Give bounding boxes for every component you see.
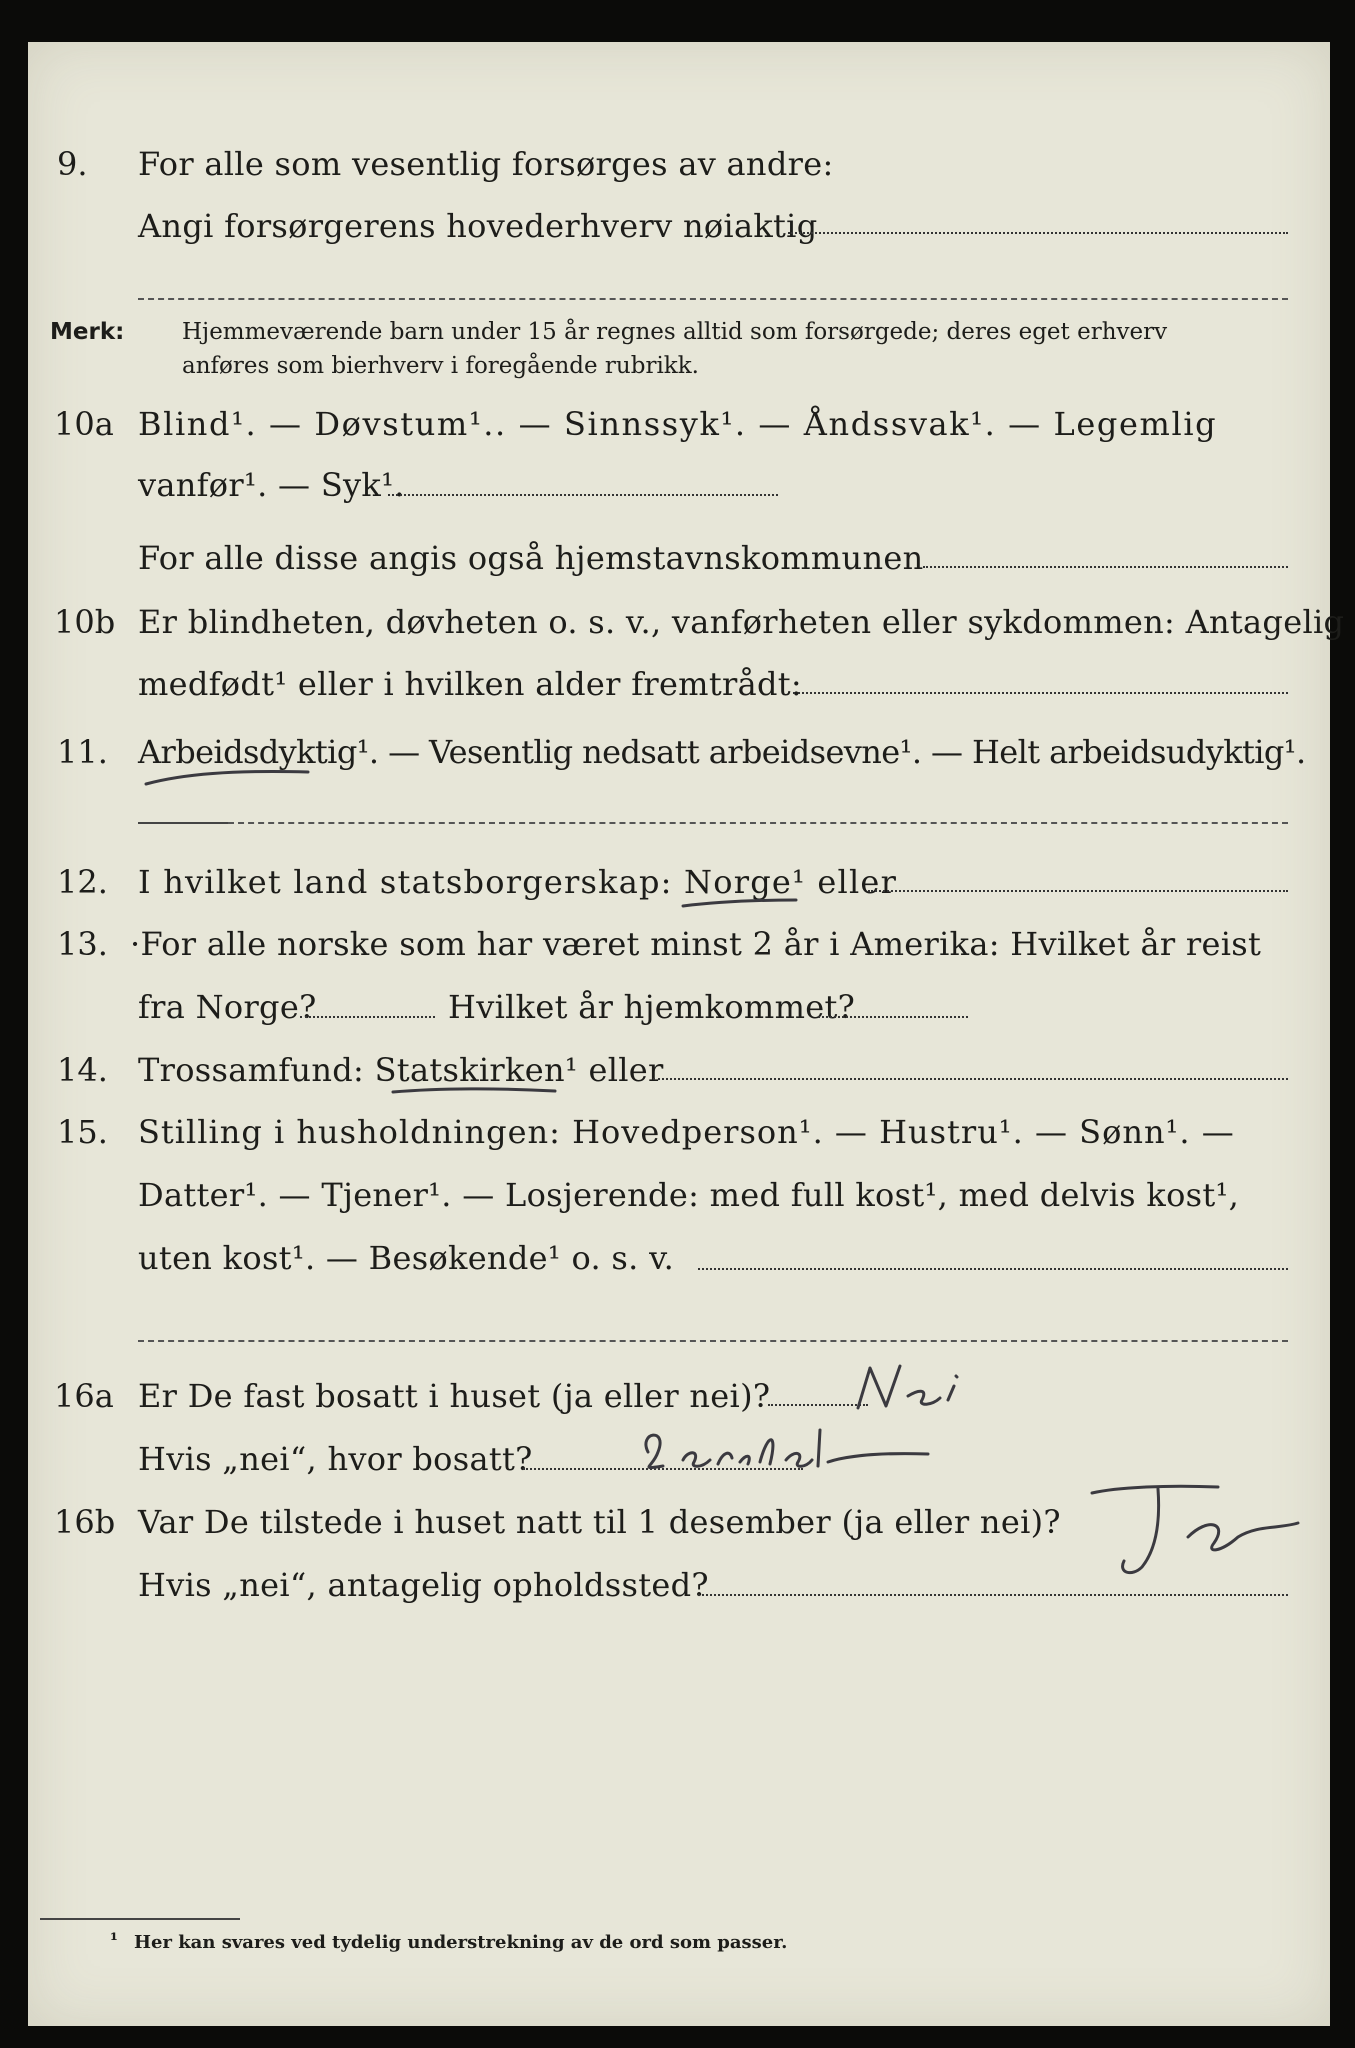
q14-answer-line (653, 1078, 1288, 1080)
merk-label: Merk: (50, 319, 125, 345)
footnote-text: Her kan svares ved tydelig understrekning av de ord som passer. (134, 1932, 788, 1953)
q13-line-2a: fra Norge? (138, 988, 317, 1026)
q9-answer-line (788, 232, 1288, 234)
q11-line-1: Arbeidsdyktig¹. — Vesentlig nedsatt arbeidsevne¹. — Helt arbeidsudyktig¹. (138, 733, 1306, 771)
q13-reist-answer-line (300, 1016, 435, 1018)
q12-handwritten-underline (680, 894, 800, 914)
q10a-syk-answer-line (388, 494, 778, 496)
q11-number: 11. (57, 733, 108, 771)
q16a-handwritten-answer (848, 1360, 1028, 1420)
q13-line-2b: Hvilket år hjemkommet? (448, 988, 856, 1026)
q9-number: 9. (57, 145, 88, 183)
footnote-separator (40, 1918, 240, 1920)
merk-line-1: Hjemmeværende barn under 15 år regnes alltid som forsørgede; deres eget erhverv (182, 319, 1168, 345)
q12-number: 12. (57, 863, 108, 901)
q14-number: 14. (57, 1051, 108, 1089)
q16b-number: 16b (54, 1503, 116, 1541)
q13-hjemkommet-answer-line (818, 1016, 968, 1018)
q13-line-1: ·For alle norske som har været minst 2 år i Amerika: Hvilket år reist (130, 925, 1262, 963)
q12-answer-line (868, 890, 1288, 892)
q11-handwritten-underline (143, 762, 313, 792)
q15-blank-line (138, 1340, 1288, 1342)
footnote-mark: ¹ (110, 1930, 118, 1951)
q13-number: 13. (57, 925, 108, 963)
q16a-number: 16a (54, 1377, 114, 1415)
q11-short-rule (138, 822, 228, 824)
q10b-number: 10b (54, 603, 116, 641)
q10a-line-1: Blind¹. — Døvstum¹.. — Sinnssyk¹. — Åndssvak¹. — Legemlig (138, 405, 1218, 443)
q10b-line-2: medfødt¹ eller i hvilken alder fremtrådt: (138, 665, 802, 703)
q10a-kommune-answer-line (923, 566, 1288, 568)
q16b-line-1: Var De tilstede i huset natt til 1 desember (ja eller nei)? (138, 1503, 1061, 1541)
q16b-handwritten-answer (1088, 1477, 1308, 1597)
q14-handwritten-underline (390, 1082, 560, 1102)
q11-blank-line (228, 822, 1288, 824)
q9-blank-line (138, 298, 1288, 300)
q16a-line-1: Er De fast bosatt i huset (ja eller nei)? (138, 1377, 771, 1415)
q16b-line-2: Hvis „nei“, antagelig opholdssted? (138, 1566, 709, 1604)
q10a-number: 10a (54, 405, 114, 443)
merk-line-2: anføres som bierhverv i foregående rubrikk. (182, 353, 699, 379)
q16b-answer-line (698, 1594, 1288, 1596)
census-form-page (28, 42, 1345, 2026)
q10b-line-1: Er blindheten, døvheten o. s. v., vanførheten eller sykdommen: Antagelig (138, 603, 1345, 641)
q15-line-2: Datter¹. — Tjener¹. — Losjerende: med full kost¹, med delvis kost¹, (138, 1176, 1240, 1214)
q10b-answer-line (793, 692, 1288, 694)
q16a-handwritten-place (628, 1422, 1048, 1482)
q14-line-1: Trossamfund: Statskirken¹ eller (138, 1051, 664, 1089)
q15-answer-line (698, 1268, 1288, 1270)
q10a-line-2: vanfør¹. — Syk¹. (138, 466, 405, 504)
q16a-line-2: Hvis „nei“, hvor bosatt? (138, 1440, 533, 1478)
q9-line-1: For alle som vesentlig forsørges av andre: (138, 145, 834, 183)
q15-number: 15. (57, 1113, 108, 1151)
q10a-line-3: For alle disse angis også hjemstavnskommunen (138, 539, 924, 577)
q15-line-1: Stilling i husholdningen: Hovedperson¹. — Hustru¹. — Sønn¹. — (138, 1113, 1235, 1151)
q12-line-1: I hvilket land statsborgerskap: Norge¹ eller (138, 863, 898, 901)
q15-line-3: uten kost¹. — Besøkende¹ o. s. v. (138, 1239, 675, 1277)
q9-line-2: Angi forsørgerens hovederhverv nøiaktig (138, 207, 818, 245)
